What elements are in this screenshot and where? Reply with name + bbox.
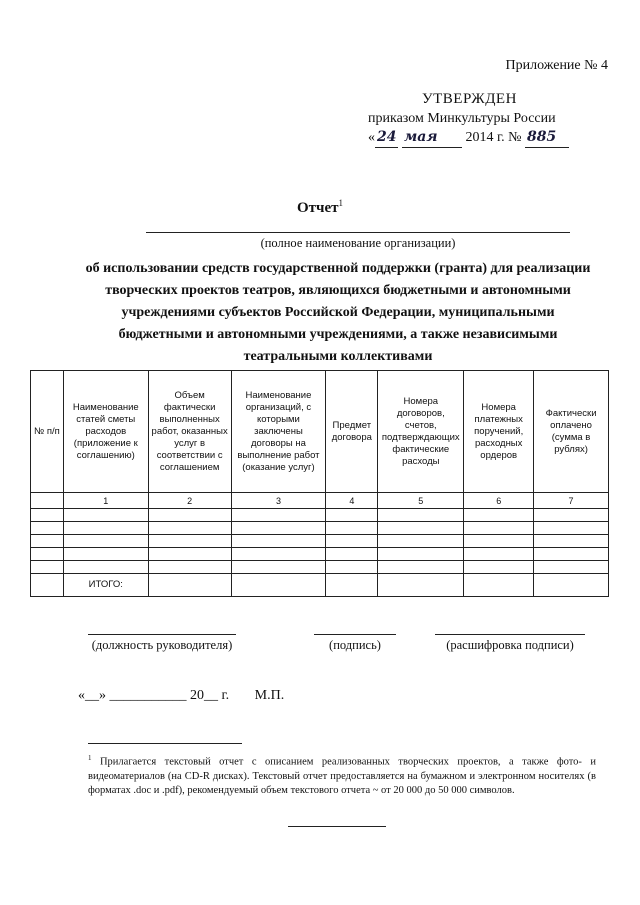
date-year: 2014 г. № [465,130,522,145]
table-cell [464,574,534,597]
organization-name-line [146,232,570,233]
header-cell: Объем фактически выполненных работ, оказанных услуг в соответствии с соглашением [148,371,231,493]
table-cell [326,561,378,574]
report-title [0,198,640,217]
header-cell: Номера договоров, счетов, подтверждающих фактические расходы [378,371,464,493]
signature-label: (подпись) [329,638,381,652]
table-cell [148,561,231,574]
table-row [31,561,609,574]
table-cell [464,561,534,574]
position-line [88,634,236,635]
stamp-label: М.П. [254,688,285,703]
table-row [31,548,609,561]
table-cell [31,548,64,561]
table-cell [148,574,231,597]
header-cell: Номера платежных поручений, расходных ордеров [464,371,534,493]
table-cell [63,509,148,522]
table-cell [378,522,464,535]
table-row [31,522,609,535]
table-cell [63,535,148,548]
total-row [31,574,609,597]
table-cell [464,509,534,522]
date-placeholder: «__» ___________ 20__ г. [78,688,230,703]
table-cell [31,522,64,535]
column-number-row [31,493,609,509]
decoding-label: (расшифровка подписи) [446,638,574,652]
header-cell: Фактически оплачено (сумма в рублях) [534,371,609,493]
table-cell [148,509,231,522]
table-cell [63,522,148,535]
table-cell [31,493,64,509]
table-cell [231,509,326,522]
table-cell [326,509,378,522]
column-number: 1 [63,493,148,509]
table-cell [326,522,378,535]
table-cell [378,509,464,522]
table-cell [31,574,64,597]
table-cell [326,548,378,561]
appendix-label: Приложение № 4 [505,58,608,73]
approval-date [368,128,569,148]
table-cell [378,548,464,561]
table-cell [148,535,231,548]
footnote-separator [88,743,242,744]
handwritten-month: мая [402,128,462,148]
footnote-mark: 1 [88,754,92,762]
table-row [31,535,609,548]
column-number: 4 [326,493,378,509]
table-cell [63,561,148,574]
header-cell: Предмет договора [326,371,378,493]
table-cell [231,522,326,535]
table-cell [148,522,231,535]
table-cell [378,574,464,597]
table-cell [148,548,231,561]
total-label: ИТОГО: [63,574,148,597]
end-rule [288,826,386,827]
table-cell [534,535,609,548]
report-date-line [78,688,284,704]
handwritten-order-number: 885 [525,128,569,148]
approved-title: УТВЕРЖДЕН [422,91,517,107]
table-cell [231,574,326,597]
table-cell [231,548,326,561]
table-cell [464,522,534,535]
decoding-line [435,634,585,635]
table-cell [326,574,378,597]
table-cell [534,522,609,535]
position-label: (должность руководителя) [91,638,233,652]
table-cell [378,535,464,548]
table-cell [231,561,326,574]
header-cell: № п/п [31,371,64,493]
column-number: 2 [148,493,231,509]
table-cell [464,535,534,548]
table-cell [534,509,609,522]
approved-order: приказом Минкультуры России [368,111,556,126]
table-cell [326,535,378,548]
signature-line [314,634,396,635]
header-cell: Наименование организаций, с которыми заключены договоры на выполнение работ (оказание услуг) [231,371,326,493]
organization-caption: (полное наименование организации) [260,236,456,250]
footnote-text: Прилагается текстовый отчет с описанием реализованных творческих проектов, а также фото- и видеоматериалов (на CD-R дисках). Текстовый отчет предоставляется на бумажном и электронном носителях (в форматах .doc и .pdf), рекомендуемый объем текстового отчета ~ от 20 000 до 50 000 символов. [88,756,597,796]
header-cell: Наименование статей сметы расходов (приложение к соглашению) [63,371,148,493]
column-number: 7 [534,493,609,509]
report-title-text: Отчет [296,200,339,216]
table-header-row [31,371,609,493]
handwritten-day: 24 [375,128,398,148]
column-number: 6 [464,493,534,509]
date-open-quote: « [368,130,375,145]
column-number: 3 [231,493,326,509]
table-cell [534,574,609,597]
footnote [88,751,596,798]
table-cell [31,535,64,548]
report-table [30,370,609,597]
table-cell [534,548,609,561]
table-cell [63,548,148,561]
table-cell [378,561,464,574]
table-cell [31,561,64,574]
table-cell [534,561,609,574]
table-cell [464,548,534,561]
table-cell [231,535,326,548]
column-number: 5 [378,493,464,509]
table-row [31,509,609,522]
table-cell [31,509,64,522]
report-subtitle: об использовании средств государственной поддержки (гранта) для реализации творческих проектов театров, являющихся бюджетными и автономными учреждениями субъектов Российской Федерации, муниципальными бюджетными и автономными учреждениями, а также независимыми театральными коллективами [85,261,591,364]
title-footnote-mark: 1 [338,198,344,208]
